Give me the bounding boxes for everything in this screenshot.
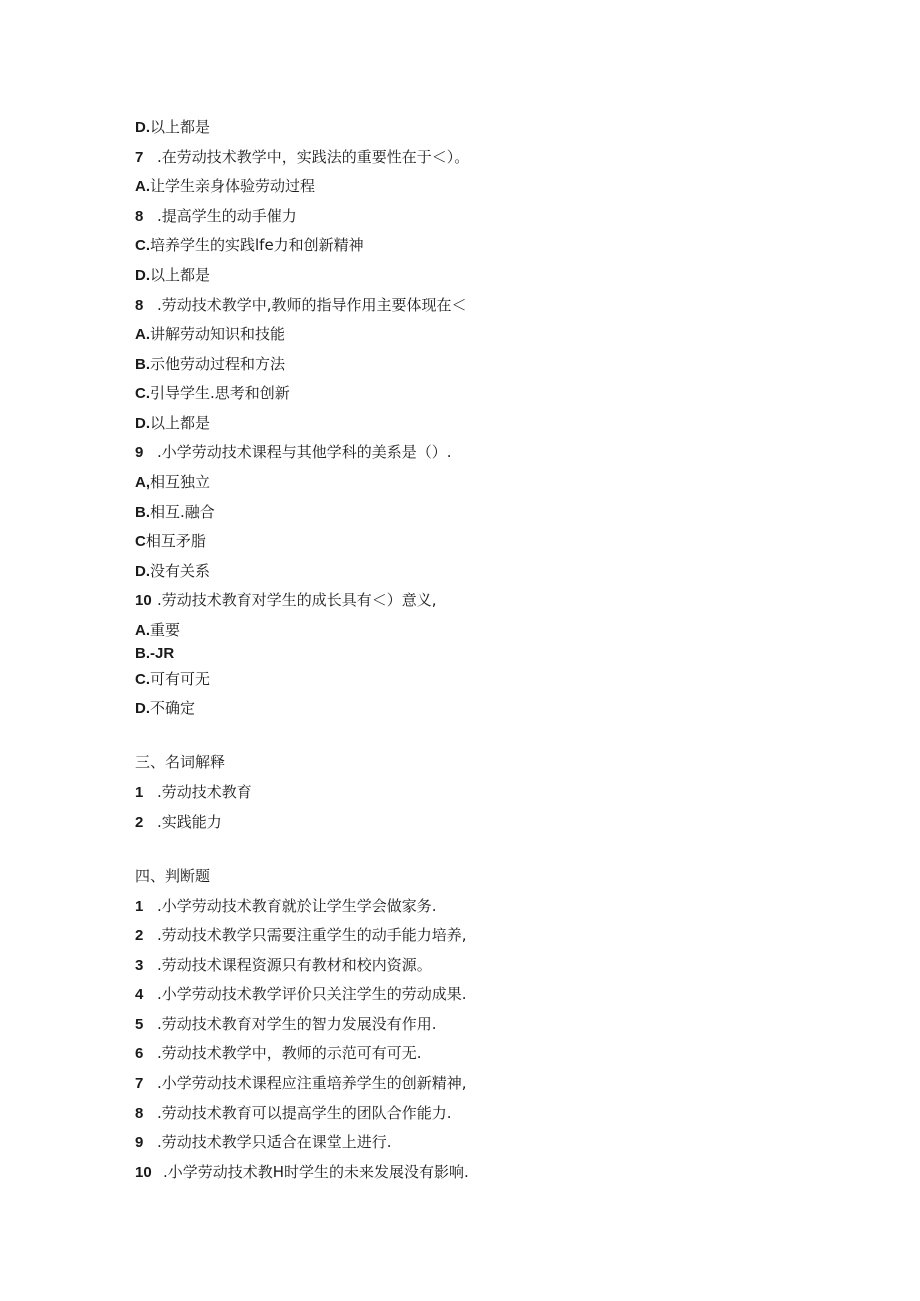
option-text: 讲解劳动知识和技能 <box>150 325 286 343</box>
option-text: 让学生亲身体验劳动过程 <box>150 177 316 195</box>
judgement-line <box>135 1073 467 1094</box>
judgement-number: 3 <box>135 957 144 974</box>
question-number: 8 <box>135 208 144 225</box>
judgement-text: .小学劳动技术教学评价只关注学生的劳动成果. <box>157 985 467 1003</box>
judgement-text: .劳动技术教育对学生的智力发展没有作用. <box>157 1015 437 1033</box>
option-line <box>135 669 210 690</box>
option-label: C. <box>135 237 150 254</box>
question-line <box>135 295 467 316</box>
option-label: C <box>135 533 146 550</box>
question-number: 8 <box>135 297 144 314</box>
judgement-text: .劳动技术教学只需要注重学生的动手能力培养, <box>157 926 467 944</box>
judgement-text: .小学劳动技术教H时学生的未来发展没有影响. <box>163 1163 469 1181</box>
judgement-text: .劳动技术课程资源只有教材和校内资源。 <box>157 956 432 974</box>
option-text: 相互矛脂 <box>145 532 206 550</box>
option-text: 重要 <box>150 621 181 639</box>
option-line <box>135 531 206 552</box>
question-line <box>135 590 437 611</box>
term-line <box>135 782 252 803</box>
option-text: 引导学生.思考和创新 <box>150 384 290 402</box>
option-text: 以上都是 <box>150 414 211 432</box>
option-line <box>135 561 210 582</box>
option-label: B. <box>135 645 150 662</box>
option-text: 相互.融合 <box>150 503 215 521</box>
judgement-line <box>135 955 432 976</box>
question-number: 10 <box>135 592 152 609</box>
question-text: .劳动技术教学中,教师的指导作用主要体现在＜ <box>157 296 467 314</box>
question-text: .小学劳动技术课程与其他学科的美系是（）. <box>157 443 452 461</box>
option-line <box>135 117 210 138</box>
judgement-line <box>135 1043 422 1064</box>
judgement-number: 8 <box>135 1105 144 1122</box>
term-line <box>135 812 222 833</box>
judgement-line <box>135 925 467 946</box>
judgement-text: .小学劳动技术教育就於让学生学会做家务. <box>157 897 437 915</box>
option-label: C. <box>135 385 150 402</box>
judgement-line <box>135 1162 469 1183</box>
term-number: 1 <box>135 784 144 801</box>
option-text: 可有可无 <box>150 670 211 688</box>
judgement-text: .劳动技术教育可以提高学生的团队合作能力. <box>157 1104 452 1122</box>
option-line <box>135 643 174 664</box>
option-label: B. <box>135 356 150 373</box>
judgement-number: 7 <box>135 1075 144 1092</box>
section-title: 四、判断题 <box>135 867 211 885</box>
question-text: .在劳动技术教学中，实践法的重要性在于＜）。 <box>157 148 470 166</box>
term-number: 2 <box>135 814 144 831</box>
option-line <box>135 383 290 404</box>
option-text: 不确定 <box>150 699 196 717</box>
option-label: B. <box>135 504 150 521</box>
judgement-number: 10 <box>135 1164 152 1181</box>
judgement-line <box>135 1103 452 1124</box>
option-label: A, <box>135 474 150 491</box>
question-line <box>135 442 452 463</box>
option-label: A. <box>135 178 150 195</box>
option-line <box>135 698 195 719</box>
option-line <box>135 176 315 197</box>
judgement-number: 9 <box>135 1134 144 1151</box>
judgement-line <box>135 1014 437 1035</box>
question-line <box>135 147 469 168</box>
judgement-number: 2 <box>135 927 144 944</box>
option-line <box>135 235 364 256</box>
option-label: D. <box>135 415 150 432</box>
option-label: D. <box>135 119 150 136</box>
option-label: D. <box>135 700 150 717</box>
option-label: D. <box>135 267 150 284</box>
option-line <box>135 354 285 375</box>
option-text: -JR <box>150 645 175 662</box>
judgement-line <box>135 896 437 917</box>
judgement-line <box>135 984 467 1005</box>
question-number: 7 <box>135 149 144 166</box>
question-text: .劳动技术教育对学生的成长具有＜）意义, <box>157 591 437 609</box>
judgement-number: 5 <box>135 1016 144 1033</box>
option-line <box>135 265 210 286</box>
question-line <box>135 206 297 227</box>
term-text: .实践能力 <box>157 813 222 831</box>
judgement-text: .劳动技术教学中，教师的示范可有可无. <box>157 1044 422 1062</box>
judgement-number: 6 <box>135 1045 144 1062</box>
option-text: 示他劳动过程和方法 <box>150 355 286 373</box>
judgement-number: 1 <box>135 898 144 915</box>
option-line <box>135 413 210 434</box>
option-text: 没有关系 <box>150 562 211 580</box>
option-line <box>135 502 215 523</box>
term-text: .劳动技术教育 <box>157 783 252 801</box>
section-title: 三、名词解释 <box>135 753 226 771</box>
question-number: 9 <box>135 444 144 461</box>
option-line <box>135 472 210 493</box>
option-line <box>135 620 180 641</box>
option-label: A. <box>135 622 150 639</box>
option-text: 相互独立 <box>150 473 211 491</box>
option-text: 以上都是 <box>150 118 211 136</box>
judgement-line <box>135 1132 392 1153</box>
option-text: 以上都是 <box>150 266 211 284</box>
option-label: C. <box>135 671 150 688</box>
option-text: 培养学生的实践lfe力和创新精神 <box>150 236 364 254</box>
judgement-text: .劳动技术教学只适合在课堂上进行. <box>157 1133 392 1151</box>
judgement-text: .小学劳动技术课程应注重培养学生的创新精神, <box>157 1074 467 1092</box>
judgement-number: 4 <box>135 986 144 1003</box>
option-label: D. <box>135 563 150 580</box>
question-text: .提高学生的动手催力 <box>157 207 297 225</box>
option-label: A. <box>135 326 150 343</box>
option-line <box>135 324 285 345</box>
